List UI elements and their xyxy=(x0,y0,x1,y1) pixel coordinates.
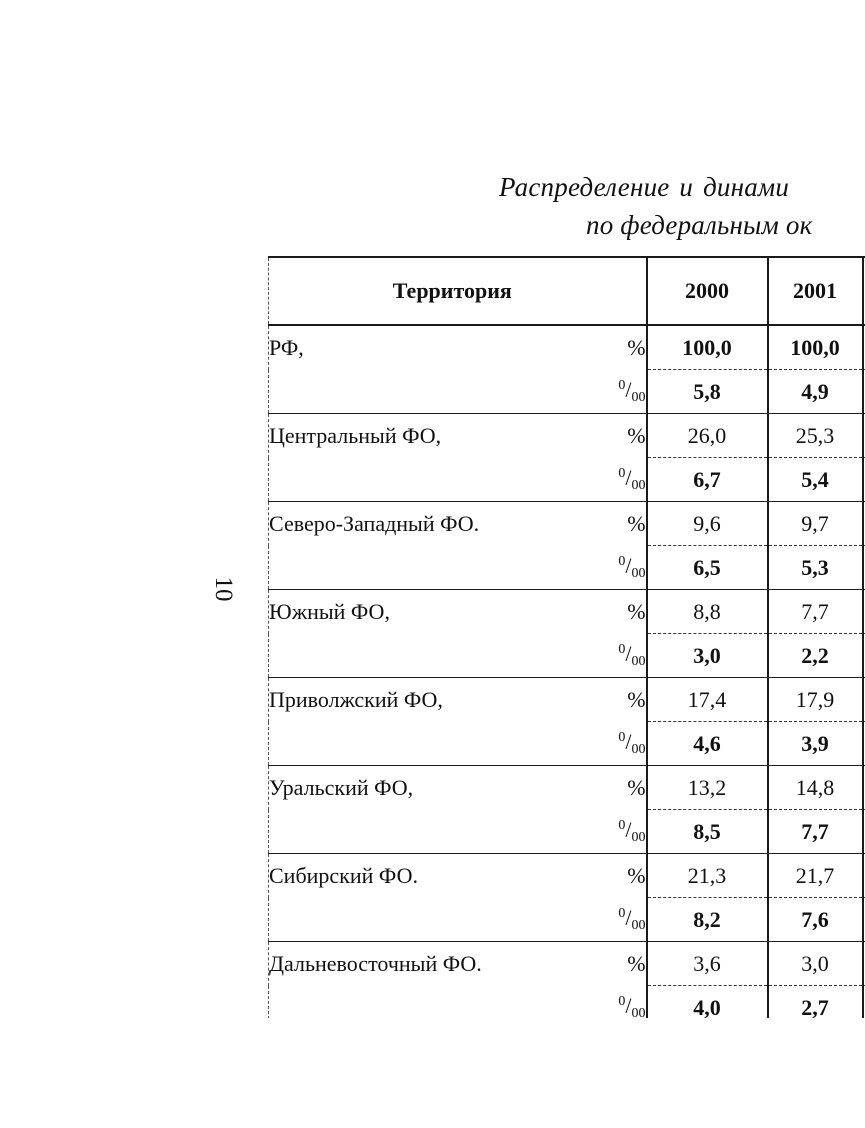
percent-value: 100,0 xyxy=(647,325,768,370)
permil-top: 0 xyxy=(618,905,626,921)
permil-value: 6,5 xyxy=(647,546,768,590)
table-row-percent xyxy=(269,766,865,810)
permil-value: 7,6 xyxy=(768,898,863,942)
permil-sign xyxy=(618,816,646,845)
permil-value: 3,0 xyxy=(647,634,768,678)
unit-permil xyxy=(579,458,647,502)
table-row-percent xyxy=(269,590,865,634)
unit-percent: % xyxy=(579,766,647,810)
permil-bottom: 00 xyxy=(631,477,646,493)
permil-slash: / xyxy=(625,552,632,578)
permil-bottom: 00 xyxy=(631,565,646,581)
table-caption xyxy=(0,172,865,262)
region-name: Сибирский ФО. xyxy=(269,854,579,898)
table-row-percent xyxy=(269,325,865,370)
unit-permil xyxy=(579,722,647,766)
region-name: Уральский ФО, xyxy=(269,766,579,810)
table-row-percent xyxy=(269,414,865,458)
table-row-permil xyxy=(269,458,865,502)
table-row-permil xyxy=(269,634,865,678)
table-row-percent xyxy=(269,678,865,722)
region-spacer xyxy=(269,634,579,678)
table-row-percent xyxy=(269,854,865,898)
unit-permil xyxy=(579,898,647,942)
percent-value: 14,8 xyxy=(768,766,863,810)
caption-line-1: Распределение и динами xyxy=(499,172,790,202)
permil-sign xyxy=(618,640,646,669)
year-column-header: 2000 xyxy=(647,257,768,325)
permil-value: 2,7 xyxy=(768,986,863,1019)
percent-value: 17,9 xyxy=(768,678,863,722)
permil-value: 5,8 xyxy=(647,370,768,414)
statistics-table xyxy=(268,256,865,1018)
permil-slash: / xyxy=(625,992,632,1018)
table-row-permil xyxy=(269,722,865,766)
unit-permil xyxy=(579,810,647,854)
unit-percent: % xyxy=(579,854,647,898)
percent-value: 25,3 xyxy=(768,414,863,458)
region-spacer xyxy=(269,986,579,1019)
percent-value: 7,7 xyxy=(768,590,863,634)
permil-value: 8,5 xyxy=(647,810,768,854)
unit-permil xyxy=(579,634,647,678)
table-container xyxy=(268,256,865,1018)
percent-value: 3,6 xyxy=(647,942,768,986)
page-number: 10 xyxy=(210,576,237,602)
unit-percent: % xyxy=(579,325,647,370)
permil-value: 5,3 xyxy=(768,546,863,590)
permil-sign xyxy=(618,904,646,933)
region-name: Северо-Западный ФО. xyxy=(269,502,579,546)
permil-slash: / xyxy=(625,640,632,666)
unit-percent: % xyxy=(579,590,647,634)
permil-bottom: 00 xyxy=(631,1005,646,1018)
permil-value: 4,0 xyxy=(647,986,768,1019)
permil-slash: / xyxy=(625,904,632,930)
permil-value: 4,6 xyxy=(647,722,768,766)
territory-column-header: Территория xyxy=(269,257,647,325)
region-name: Южный ФО, xyxy=(269,590,579,634)
permil-value: 5,4 xyxy=(768,458,863,502)
region-name: Дальневосточный ФО. xyxy=(269,942,579,986)
table-row-permil xyxy=(269,370,865,414)
permil-bottom: 00 xyxy=(631,741,646,757)
unit-percent: % xyxy=(579,502,647,546)
unit-permil xyxy=(579,370,647,414)
unit-percent: % xyxy=(579,414,647,458)
region-spacer xyxy=(269,898,579,942)
region-spacer xyxy=(269,722,579,766)
table-row-permil xyxy=(269,546,865,590)
permil-value: 7,7 xyxy=(768,810,863,854)
percent-value: 21,7 xyxy=(768,854,863,898)
region-name: РФ, xyxy=(269,325,579,370)
unit-permil xyxy=(579,546,647,590)
permil-bottom: 00 xyxy=(631,653,646,669)
unit-percent: % xyxy=(579,678,647,722)
permil-top: 0 xyxy=(618,993,626,1009)
table-row-permil xyxy=(269,810,865,854)
table-body xyxy=(269,325,865,1018)
permil-sign xyxy=(618,552,646,581)
percent-value: 17,4 xyxy=(647,678,768,722)
permil-bottom: 00 xyxy=(631,389,646,405)
unit-percent: % xyxy=(579,942,647,986)
permil-top: 0 xyxy=(618,553,626,569)
permil-top: 0 xyxy=(618,641,626,657)
percent-value: 8,8 xyxy=(647,590,768,634)
unit-permil xyxy=(579,986,647,1019)
permil-value: 3,9 xyxy=(768,722,863,766)
permil-slash: / xyxy=(625,464,632,490)
caption-line-2: по федеральным ок xyxy=(586,210,813,240)
percent-value: 100,0 xyxy=(768,325,863,370)
permil-slash: / xyxy=(625,816,632,842)
permil-sign xyxy=(618,728,646,757)
percent-value: 13,2 xyxy=(647,766,768,810)
percent-value: 9,7 xyxy=(768,502,863,546)
region-name: Центральный ФО, xyxy=(269,414,579,458)
table-row-percent xyxy=(269,502,865,546)
permil-bottom: 00 xyxy=(631,829,646,845)
permil-value: 4,9 xyxy=(768,370,863,414)
region-spacer xyxy=(269,458,579,502)
permil-sign xyxy=(618,376,646,405)
permil-sign xyxy=(618,993,645,1018)
percent-value: 21,3 xyxy=(647,854,768,898)
region-spacer xyxy=(269,546,579,590)
permil-top: 0 xyxy=(618,729,626,745)
permil-value: 6,7 xyxy=(647,458,768,502)
permil-slash: / xyxy=(625,728,632,754)
region-name: Приволжский ФО, xyxy=(269,678,579,722)
permil-value: 8,2 xyxy=(647,898,768,942)
percent-value: 3,0 xyxy=(768,942,863,986)
percent-value: 9,6 xyxy=(647,502,768,546)
permil-value: 2,2 xyxy=(768,634,863,678)
permil-sign xyxy=(618,464,646,493)
table-row-permil xyxy=(269,986,865,1019)
percent-value: 26,0 xyxy=(647,414,768,458)
permil-bottom: 00 xyxy=(631,917,646,933)
table-row-percent xyxy=(269,942,865,986)
permil-top: 0 xyxy=(618,465,626,481)
table-header-row xyxy=(269,257,865,325)
region-spacer xyxy=(269,810,579,854)
table-row-permil xyxy=(269,898,865,942)
permil-top: 0 xyxy=(618,817,626,833)
year-column-header: 2001 xyxy=(768,257,863,325)
permil-top: 0 xyxy=(618,377,626,393)
region-spacer xyxy=(269,370,579,414)
permil-slash: / xyxy=(625,376,632,402)
